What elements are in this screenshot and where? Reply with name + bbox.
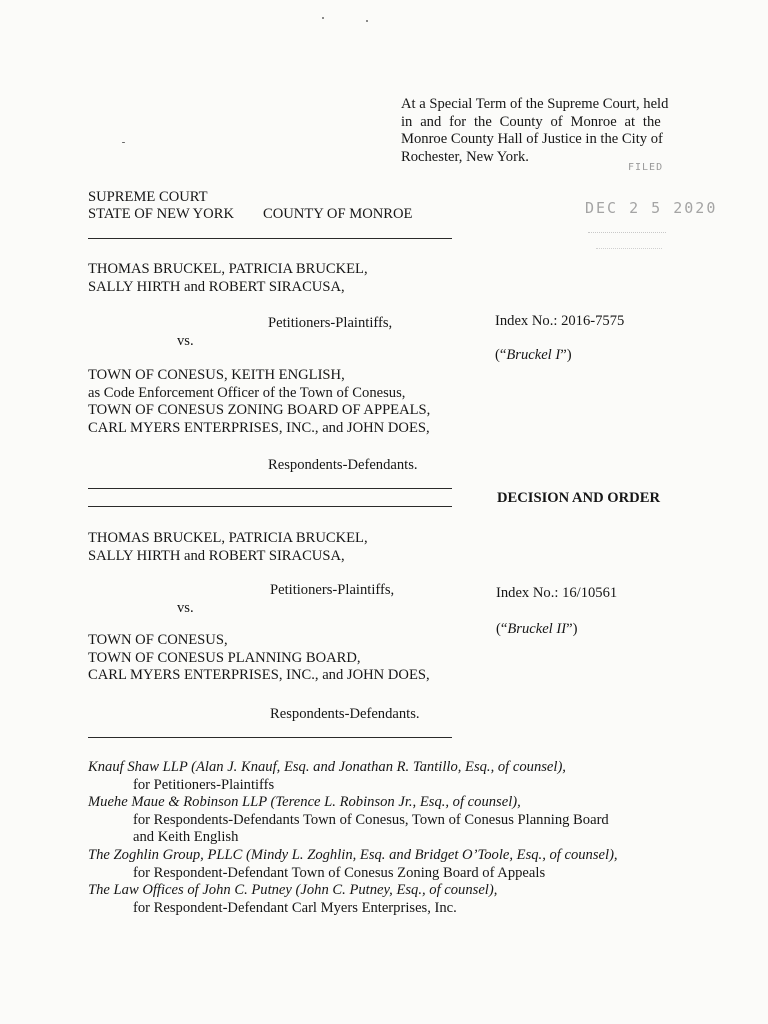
case2-defendants xyxy=(88,632,430,685)
quote-open: (“ xyxy=(496,621,508,637)
case1-petitioners-label: Petitioners-Plaintiffs, xyxy=(268,315,393,331)
stamp-smudge xyxy=(588,232,666,235)
case2-plaintiffs xyxy=(88,530,368,565)
case1-index-number: Index No.: 2016-7575 xyxy=(495,313,625,329)
filed-stamp-date: DEC 2 5 2020 xyxy=(585,199,718,217)
counsel-firm: The Zoghlin Group, PLLC (Mindy L. Zoghlin, Esq. and Bridget O’Toole, Esq., of counsel), xyxy=(88,846,618,863)
special-term-header xyxy=(401,96,668,166)
case2-vs: vs. xyxy=(177,600,194,616)
defendant-line: TOWN OF CONESUS, xyxy=(88,632,228,648)
case-divider-rule xyxy=(88,488,452,489)
case1-respondents-label: Respondents-Defendants. xyxy=(268,457,418,473)
counsel-represents: for Petitioners-Plaintiffs xyxy=(133,776,275,793)
stamp-smudge xyxy=(596,248,662,251)
case2-petitioners-label: Petitioners-Plaintiffs, xyxy=(270,582,395,598)
defendant-line: CARL MYERS ENTERPRISES, INC., and JOHN DOES, xyxy=(88,667,430,684)
case2-short-name xyxy=(496,621,577,639)
header-line: Rochester, New York. xyxy=(401,148,529,165)
scan-speck xyxy=(366,20,368,22)
plaintiff-line: SALLY HIRTH and ROBERT SIRACUSA, xyxy=(88,547,345,564)
decision-and-order-title: DECISION AND ORDER xyxy=(497,490,660,506)
court-state: STATE OF NEW YORK xyxy=(88,206,234,222)
filed-stamp-label: FILED xyxy=(628,162,664,173)
counsel-represents: for Respondent-Defendant Carl Myers Enterprises, Inc. xyxy=(133,899,457,916)
header-line: At a Special Term of the Supreme Court, held xyxy=(401,96,669,112)
plaintiff-line: SALLY HIRTH and ROBERT SIRACUSA, xyxy=(88,278,345,295)
header-line: in and for the County of Monroe at the xyxy=(401,113,661,130)
header-line: Monroe County Hall of Justice in the City of xyxy=(401,131,663,148)
short-name-text: Bruckel I xyxy=(506,347,561,363)
counsel-firm: The Law Offices of John C. Putney (John C. Putney, Esq., of counsel), xyxy=(88,882,498,899)
case2-index-number: Index No.: 16/10561 xyxy=(496,585,618,601)
counsel-firm: Muehe Maue & Robinson LLP (Terence L. Robinson Jr., Esq., of counsel), xyxy=(88,794,521,811)
quote-open: (“ xyxy=(495,347,507,363)
defendant-line: CARL MYERS ENTERPRISES, INC., and JOHN DOES, xyxy=(88,419,430,436)
case1-short-name xyxy=(495,347,572,365)
quote-close: ”) xyxy=(566,621,578,637)
counsel-represents: for Respondent-Defendant Town of Conesus Zoning Board of Appeals xyxy=(133,864,546,881)
caption-bottom-rule xyxy=(88,737,452,738)
plaintiff-line: THOMAS BRUCKEL, PATRICIA BRUCKEL, xyxy=(88,261,368,277)
quote-close: ”) xyxy=(560,347,572,363)
case1-vs: vs. xyxy=(177,333,194,349)
counsel-appearances xyxy=(88,759,618,917)
counsel-represents: and Keith English xyxy=(133,829,239,846)
counsel-firm: Knauf Shaw LLP (Alan J. Knauf, Esq. and Jonathan R. Tantillo, Esq., of counsel), xyxy=(88,759,566,775)
defendant-line: TOWN OF CONESUS PLANNING BOARD, xyxy=(88,649,361,666)
court-county: COUNTY OF MONROE xyxy=(263,206,413,222)
defendant-line: TOWN OF CONESUS ZONING BOARD OF APPEALS, xyxy=(88,402,431,419)
short-name-text: Bruckel II xyxy=(507,621,567,637)
case1-plaintiffs xyxy=(88,261,368,296)
court-name: SUPREME COURT xyxy=(88,189,208,205)
scan-speck xyxy=(322,17,324,19)
case2-respondents-label: Respondents-Defendants. xyxy=(270,706,420,722)
defendant-line: TOWN OF CONESUS, KEITH ENGLISH, xyxy=(88,367,345,383)
case1-defendants xyxy=(88,367,430,437)
caption-rule xyxy=(88,238,452,239)
scan-speck xyxy=(122,142,125,143)
counsel-represents: for Respondents-Defendants Town of Conesus, Town of Conesus Planning Board xyxy=(133,811,609,828)
plaintiff-line: THOMAS BRUCKEL, PATRICIA BRUCKEL, xyxy=(88,530,368,546)
case-divider-rule xyxy=(88,506,452,507)
defendant-line: as Code Enforcement Officer of the Town of Conesus, xyxy=(88,384,406,401)
